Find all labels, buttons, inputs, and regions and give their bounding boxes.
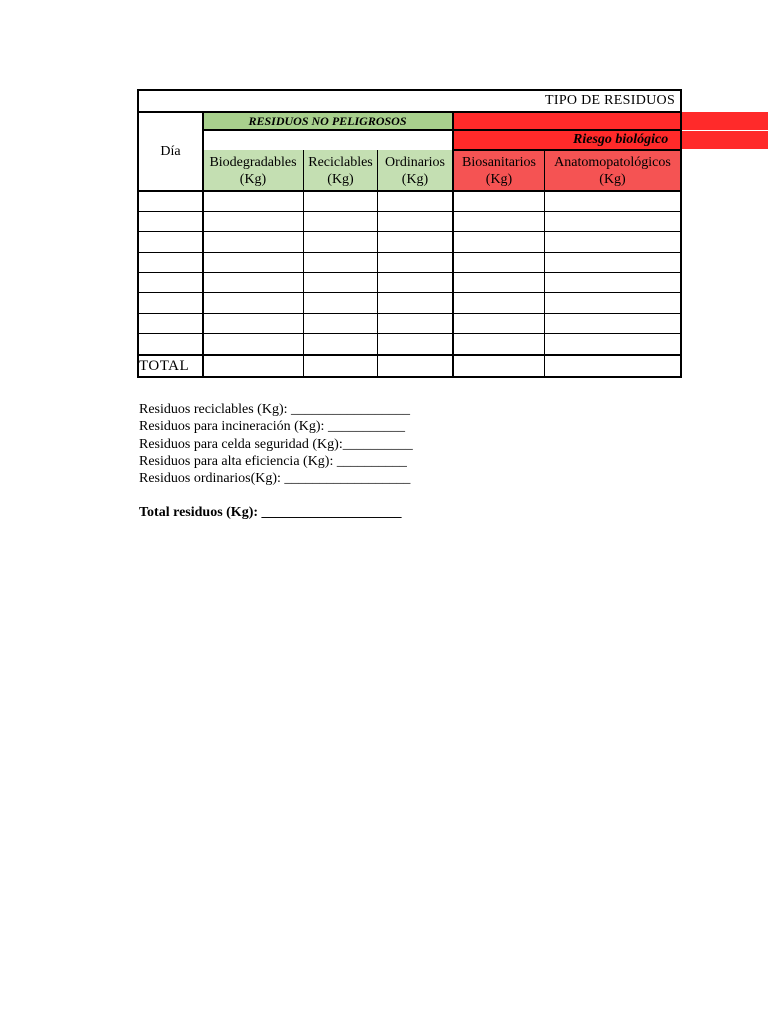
summary-line: Residuos para alta eficiencia (Kg): __________ xyxy=(139,453,407,469)
total-row-label: TOTAL xyxy=(139,358,190,374)
col-name: Ordinarios xyxy=(385,154,445,170)
col-unit: (Kg) xyxy=(239,171,267,187)
table-title: TIPO DE RESIDUOS xyxy=(545,93,676,108)
total-row-top xyxy=(137,354,682,356)
summary-lines xyxy=(139,401,413,487)
col-unit: (Kg) xyxy=(401,171,429,187)
row-divider xyxy=(137,252,682,253)
col-header-biodegradables xyxy=(203,150,303,191)
col-header-biosanitarios xyxy=(454,150,544,191)
col-name: Anatomopatológicos xyxy=(554,154,671,170)
summary-line: Residuos reciclables (Kg): _________________ xyxy=(139,402,411,417)
col-unit: (Kg) xyxy=(485,171,513,187)
col-name: Biodegradables xyxy=(209,154,297,170)
summary-line: Residuos para incineración (Kg): ___________ xyxy=(139,419,405,435)
summary-line: Residuos para celda seguridad (Kg):__________ xyxy=(139,436,413,452)
col-header-ordinarios xyxy=(378,150,452,191)
riesgo-biologico-label: Riesgo biológico xyxy=(573,132,669,147)
col-name: Reciclables xyxy=(308,154,373,170)
col-header-anatomopatologicos xyxy=(545,150,680,191)
summary-line: Residuos ordinarios(Kg): __________________ xyxy=(139,471,411,487)
peligrosos-header-fill xyxy=(453,112,768,130)
row-divider xyxy=(137,313,682,314)
dia-header: Día xyxy=(160,143,181,159)
table-top-border xyxy=(137,89,682,91)
col-header-reciclables xyxy=(304,150,377,191)
col-unit: (Kg) xyxy=(327,171,354,187)
row-divider xyxy=(137,333,682,334)
no-peligrosos-label: RESIDUOS NO PELIGROSOS xyxy=(248,113,407,128)
table-bottom-border xyxy=(137,376,682,378)
col-unit: (Kg) xyxy=(599,171,626,187)
row-divider xyxy=(137,231,682,232)
total-residuos: Total residuos (Kg): ____________________ xyxy=(139,505,402,520)
table-right-border xyxy=(680,89,682,378)
row-divider xyxy=(137,272,682,273)
row-divider xyxy=(137,211,682,212)
row-divider xyxy=(137,292,682,293)
col-name: Biosanitarios xyxy=(462,154,536,170)
